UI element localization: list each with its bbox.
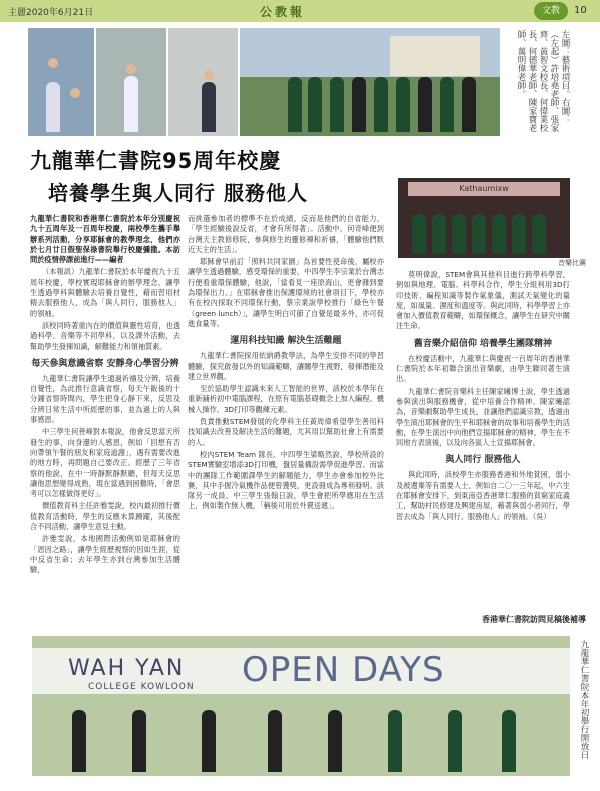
banner-school-subtitle: COLLEGE KOWLOON — [88, 682, 195, 692]
article-column-2 — [188, 214, 384, 514]
paragraph: （本報訊）九龍華仁書院於本年慶祝九十五周年校慶，學校實現耶穌會的辦學理念，讓學生透過學科與體驗去培養自覺性，藉而習用材精去服務他人，成為「與人同行，服務他人」的領袖。 — [30, 267, 180, 318]
paragraph: 價值教育科主任許雅雯說，校內最初推行價值教育活動時，學生的反應未算踴躍，其後配合不同活動，讓學生意見主動。 — [30, 501, 180, 532]
photo-classroom-1 — [28, 28, 94, 136]
paragraph: 耶穌會早前訂「照料共同家園」為首要性使命後，屬校亦讓學生透過體驗，感受環保的重要，中四學生李宗業於台灣志行便看重環保體驗，他說，「當看見一座原海山，更會雜到要為環保出力。」在耶穌會推出保護環境的社會項目下，學校亦有在校內採取不同環保行動，蔡宗業說學校推行「綠色午餐（green lunch）」，讓學生明白可節了自覺是最多外，亦可促進食量等。 — [188, 257, 384, 328]
photo-teacher — [168, 28, 238, 136]
page-number: 10 — [574, 5, 587, 16]
paragraph: 與此同時，該校學生亦服務香港和外地貧困，弱小及被遺棄等有需要人士，例如自二〇一三年起，中六生在耶穌會安排下，到東南亞香港華仁服務的貧窮家庭義工，幫助村民修建及興建房屋，藉著與弱小者同行，學習去成為「與人同行、服務他人」的領袖。（吳） — [396, 470, 570, 521]
paragraph: 中三學生何善峰對本報說，他會反思當天所發生的事，向身邊的人感恩，例如「回想有否向帶領午餐的朋友和家庭道謝」，遇有需要改進的地方時，再問題自己要改正。經歷了三年省察的他說，在中一時靜默靜默聽，但每天反思讓他思想變得成熟，現在當遇到困難時，「會思考可以怎樣做得更好」。 — [30, 427, 180, 499]
paragraph: 校內STEM Team 隊長、中四學生梁略然說，學校所設的STEM實驗室增添3D打印機，盤居量構設需學促進學習。而當中的團隊工作範圍譯學生的解題能力，學生亦會參加校外比賽，其中手握冷氣機作品便曾獲獎，更設冊成為專利發明。該隊另一成員、中三學生張翰日說，學生會把所學應用在生活上，例如製作無人機，「稱後可用於外賣送遞」。 — [188, 449, 384, 511]
paragraph: 該校同時著重內在的價值與靈性培育，也透過科學、音樂等不同學科，以及課外活動，去幫助學生發揮知識，解難能力和領袖質素。 — [30, 320, 180, 351]
bottom-photo-caption: 九龍華仁書院本年初舉行開放日 — [579, 640, 589, 759]
article-column-1 — [30, 214, 180, 578]
music-photo-caption: 音樂比賽 — [558, 259, 586, 267]
top-photo-caption: 左圖：藝術項目。右圖：（左起）許培堯老師、張家齊、黃智文校長、何偉業校長、何德華老師、陳家寶老師、萬明偉老師。 — [516, 30, 570, 132]
paragraph: 九龍華仁書院音樂科主任陳家曦博士說，學生透過參與演出與服務機會，從中培養合作精神。陳家曦認為，音樂劇幫助學生成長，並讓他們認識宗教，透過由學生演出耶穌會的生平和耶穌會的故事和培養學生的活動，在學生演出中向他們宣揚耶穌會的精神，學生在不同地方表演後，以及向各區人士宣揚耶穌會。 — [396, 386, 570, 448]
subheading-music — [396, 338, 570, 350]
photo-classroom-2 — [96, 28, 166, 136]
paragraph: 而挑選參加者的標準不在於成績，反而是他們的自省能力，「學生經驗後說反省，才會有所得著」。活動中，何奇峰便到台灣天主教修修院，參與修生的靈修禪和祈禱，「體驗他們默近天主的生活」。 — [188, 214, 384, 254]
article-signature: 香港華仁書院訪問見稿後補導 — [482, 615, 586, 624]
subheading-reflection — [30, 358, 180, 370]
subheading-technology — [188, 335, 384, 347]
paragraph: 九龍華仁書院讓學生通過祈禱及分辨，培養自覺性，為此推行意識省察，每天午飯後的十分鐘省察時間內，學生把身心靜下來，反思及分辨日常生活中所經歷的事，並為過上的人與事感恩。 — [30, 373, 180, 425]
section-badge: 文教 — [534, 2, 568, 20]
banner-event-name: OPEN DAYS — [242, 650, 445, 690]
photo-music-contest: Kathaumixw — [398, 178, 570, 258]
section-title: 公教報 — [260, 5, 306, 19]
issue-date: 主麗2020年6月21日 — [8, 8, 94, 18]
paragraph: 許雅雯說，本地國際活動例如是耶穌會的「恩因之路」，讓學生經歷視察的因如生涯，從中反省生命；去年學生亦到台灣參加生活體驗， — [30, 534, 180, 575]
paragraph: 莫明偉說，STEM會與其他科目進行跨學科學習，例如與地理、電腦、科學科合作，學生分組利用3D打印技術、編程知識等製作氣象儀，測試天氣變化的量度，如風量、濕度和溫度等。與此同時，科學學習上亦會加入價值教育範疇，如環保概念，讓學生在研究中關注生命。 — [396, 270, 570, 331]
paragraph: 九龍華仁書院採用依納爵教學法，為學生安排不同的學習體驗，探究啟發以外的知識範疇，讓關學生視野，發揮潛能及建立世界觀。 — [188, 351, 384, 381]
subheading-text: 與人同行 服務他人 — [445, 455, 521, 466]
banner-school-name: WAH YAN — [68, 656, 185, 681]
subheading-text: 運用科技知識 解決生活難題 — [230, 336, 342, 347]
headline-line1: 九龍華仁書院95周年校慶 — [30, 149, 282, 173]
lead-paragraph: 九龍華仁書院和香港華仁書院於本年分別慶祝九十五周年及一百周年校慶，兩校學生攜手舉辦系列活動，分享耶穌會的教學理念，他們亦於七月廿日假聖保祿書院舉行校慶彌撒。本訪問於疫情停課前進行——編者 — [30, 214, 180, 265]
paragraph: 負責推動STEM發展的化學科主任黃周偉希望學生善用科技知識去改善及解決生活的難題，尤其用以幫助社會上有需要的人。 — [188, 417, 384, 447]
headline-line2: 培養學生與人同行 服務他人 — [48, 181, 308, 205]
article-column-3 — [396, 270, 570, 524]
page-header — [0, 0, 600, 22]
paragraph: 在校慶活動中，九龍華仁與慶祝一百周年的香港華仁書院於本年初聯合演出音樂劇，由學生聯同著生演出。 — [396, 353, 570, 384]
photo-group-staff — [240, 28, 500, 136]
paragraph: 至於協助學生認識未來人工智能的世界，該校於本學年在重新鋪析初中電腦課程，在原有電腦基礎概念上加入編程、機械人操作、3D打印等觀練元素。 — [188, 384, 384, 414]
photo-open-day — [32, 636, 570, 776]
subheading-text: 每天參與意識省察 安靜身心學習分辨 — [31, 358, 179, 369]
subheading-text: 舊音樂介紹信仰 培養學生團隊精神 — [413, 338, 553, 349]
subheading-service — [396, 454, 570, 466]
